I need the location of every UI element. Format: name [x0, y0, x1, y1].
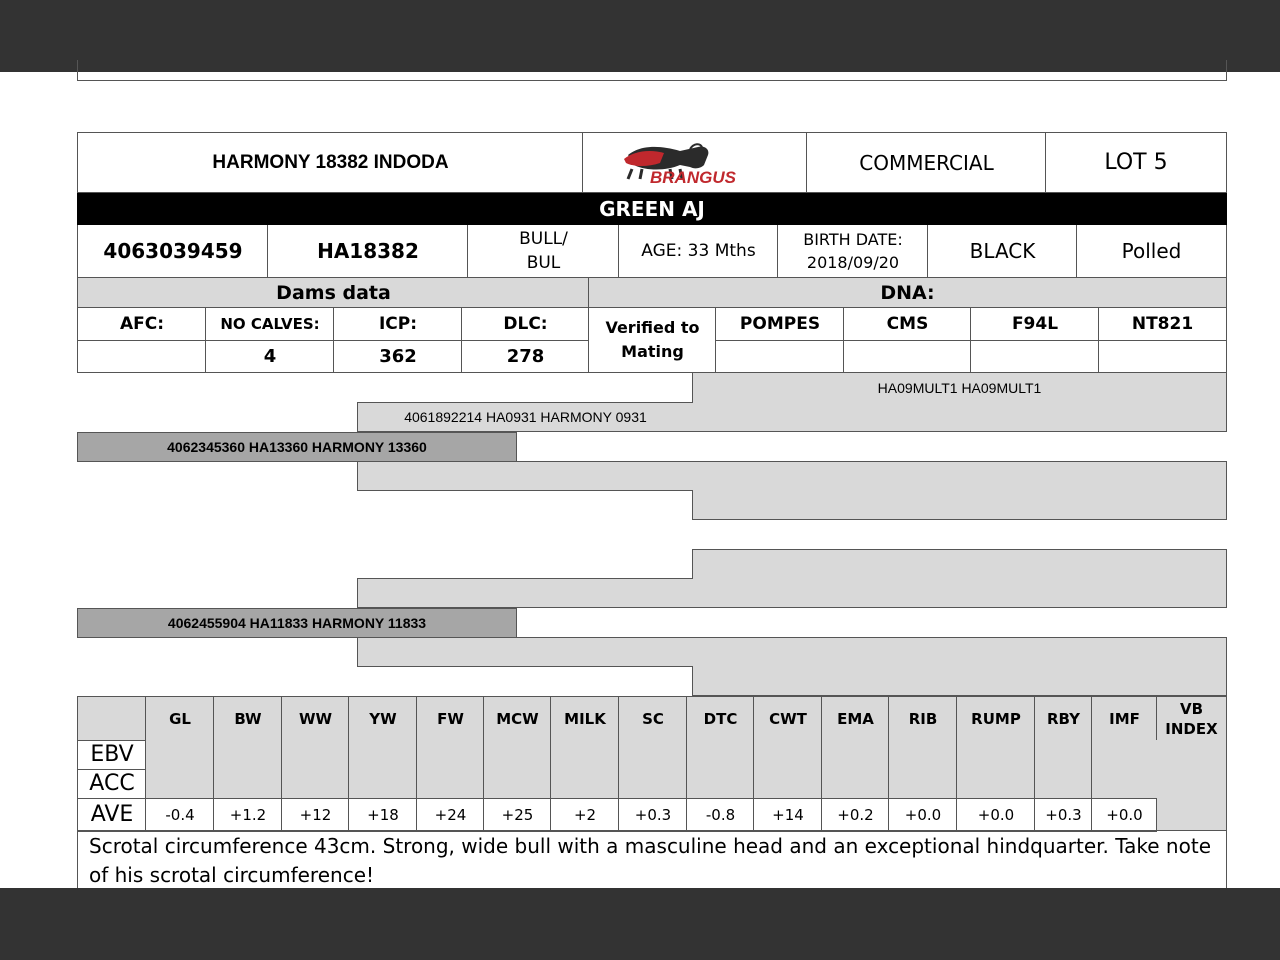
dams-value-afc [77, 340, 206, 373]
ebv-ave-cwt: +14 [753, 798, 822, 832]
ebv-header-dtc: DTC [686, 696, 754, 741]
ebv-ave-yw: +18 [348, 798, 417, 832]
animal-name: HARMONY 18382 INDODA [77, 132, 583, 193]
ebv-acc-gl [145, 769, 214, 799]
ebv-ave-gl: -0.4 [145, 798, 214, 832]
ebv-ebv-bw [213, 740, 282, 770]
pedigree-sire-sire-dam [692, 402, 1227, 432]
id-number: 4063039459 [77, 225, 268, 278]
ebv-header-imf: IMF [1091, 696, 1157, 741]
ebv-row-label-ebv: EBV [77, 740, 146, 770]
ebv-ave-rby: +0.3 [1034, 798, 1092, 832]
ebv-ave-dtc: -0.8 [686, 798, 754, 832]
ebv-ave-milk: +2 [550, 798, 619, 832]
ebv-header-ww: WW [281, 696, 349, 741]
ebv-row-label-acc: ACC [77, 769, 146, 799]
ebv-ave-rib: +0.0 [888, 798, 957, 832]
ebv-ebv-sc [618, 740, 687, 770]
ebv-vb-index-value [1156, 740, 1227, 831]
ebv-ave-rump: +0.0 [956, 798, 1035, 832]
ebv-ave-sc: +0.3 [618, 798, 687, 832]
dams-header-icp: ICP: [333, 308, 462, 341]
sex-line-2: BUL [526, 253, 561, 273]
ebv-acc-bw [213, 769, 282, 799]
pedigree-dam-dam-dam [692, 666, 1227, 696]
ebv-ebv-rby [1034, 740, 1092, 770]
dna-header-cms: CMS [843, 308, 971, 341]
ebv-ave-imf: +0.0 [1091, 798, 1157, 832]
birth-date [777, 225, 928, 278]
ebv-acc-mcw [483, 769, 551, 799]
pedigree-dam-sire-sire [692, 549, 1227, 579]
ebv-ebv-mcw [483, 740, 551, 770]
sex [467, 225, 619, 278]
dna-title: DNA: [588, 278, 1227, 308]
dna-value-cms [843, 340, 971, 373]
dna-verified-to-mating [588, 308, 716, 373]
verified-line-2: Mating [621, 342, 684, 361]
dams-value-no-calves: 4 [205, 340, 334, 373]
pedigree-dam-sire-dam [692, 578, 1227, 608]
ebv-header-cwt: CWT [753, 696, 822, 741]
ebv-header-mcw: MCW [483, 696, 551, 741]
dna-header-pompes: POMPES [715, 308, 844, 341]
herd-id: HA18382 [267, 225, 468, 278]
ebv-header-sc: SC [618, 696, 687, 741]
dams-header-afc: AFC: [77, 308, 206, 341]
ebv-header-vb-index [1156, 696, 1227, 741]
ebv-ave-mcw: +25 [483, 798, 551, 832]
pedigree-sire: 4062345360 HA13360 HARMONY 13360 [77, 432, 517, 462]
ebv-header-rby: RBY [1034, 696, 1092, 741]
pedigree-sire-dam-sire [692, 461, 1227, 491]
dams-value-dlc: 278 [461, 340, 589, 373]
ebv-ebv-rump [956, 740, 1035, 770]
brangus-logo [582, 132, 807, 193]
dna-value-nt821 [1098, 340, 1227, 373]
ebv-corner [77, 696, 146, 741]
ebv-acc-ema [821, 769, 889, 799]
pedigree-sire-dam-dam [692, 490, 1227, 520]
previous-record-edge [77, 60, 1227, 81]
ebv-acc-yw [348, 769, 417, 799]
dams-header-dlc: DLC: [461, 308, 589, 341]
ebv-header-fw: FW [416, 696, 484, 741]
ebv-ave-ema: +0.2 [821, 798, 889, 832]
ebv-table [77, 696, 1227, 831]
pedigree-dam-dam [357, 637, 693, 667]
ebv-acc-imf [1091, 769, 1157, 799]
ebv-row-label-ave: AVE [77, 798, 146, 832]
dams-data-title: Dams data [77, 278, 589, 308]
dams-header-no-calves: NO CALVES: [205, 308, 334, 341]
lot-number: LOT 5 [1045, 132, 1227, 193]
ebv-acc-cwt [753, 769, 822, 799]
ebv-ebv-ema [821, 740, 889, 770]
ebv-header-rump: RUMP [956, 696, 1035, 741]
ebv-ave-fw: +24 [416, 798, 484, 832]
ebv-acc-sc [618, 769, 687, 799]
dna-value-pompes [715, 340, 844, 373]
ebv-acc-rib [888, 769, 957, 799]
ebv-ebv-milk [550, 740, 619, 770]
ebv-acc-fw [416, 769, 484, 799]
logo-text: BRANGUS [650, 167, 736, 187]
ebv-ebv-gl [145, 740, 214, 770]
ebv-acc-dtc [686, 769, 754, 799]
verified-line-1: Verified to [605, 318, 700, 337]
bull-logo-icon [620, 139, 770, 187]
pedigree-sire-sire-sire: HA09MULT1 HA09MULT1 [692, 373, 1227, 403]
sex-line-1: BULL/ [519, 229, 568, 249]
ebv-ave-bw: +1.2 [213, 798, 282, 832]
owner-bar: GREEN AJ [77, 193, 1227, 225]
dna-header-f94l: F94L [970, 308, 1099, 341]
birth-date-label: BIRTH DATE: [803, 230, 903, 249]
ebv-header-bw: BW [213, 696, 282, 741]
horn-status: Polled [1076, 225, 1227, 278]
dna-header-nt821: NT821 [1098, 308, 1227, 341]
pedigree-sire-dam [357, 461, 693, 491]
ebv-header-gl: GL [145, 696, 214, 741]
ebv-ebv-fw [416, 740, 484, 770]
category: COMMERCIAL [806, 132, 1046, 193]
pedigree-sire-sire: 4061892214 HA0931 HARMONY 0931 [357, 402, 693, 432]
dna-value-f94l [970, 340, 1099, 373]
ebv-ebv-yw [348, 740, 417, 770]
bottom-frame-bar [0, 888, 1280, 960]
ebv-header-rib: RIB [888, 696, 957, 741]
comments: Scrotal circumference 43cm. Strong, wide bull with a masculine head and an exceptional hindquarter. Take note of his scrotal circumference! [77, 830, 1227, 888]
ebv-ebv-cwt [753, 740, 822, 770]
ebv-header-yw: YW [348, 696, 417, 741]
pedigree-dam-dam-sire [692, 637, 1227, 667]
ebv-header-milk: MILK [550, 696, 619, 741]
ebv-ebv-rib [888, 740, 957, 770]
ebv-ebv-dtc [686, 740, 754, 770]
pedigree-dam: 4062455904 HA11833 HARMONY 11833 [77, 608, 517, 638]
vb-line-2: INDEX [1165, 720, 1218, 738]
ebv-ebv-imf [1091, 740, 1157, 770]
ebv-acc-rby [1034, 769, 1092, 799]
ebv-ave-ww: +12 [281, 798, 349, 832]
ebv-ebv-ww [281, 740, 349, 770]
dams-value-icp: 362 [333, 340, 462, 373]
birth-date-value: 2018/09/20 [806, 253, 900, 272]
ebv-header-ema: EMA [821, 696, 889, 741]
pedigree-dam-sire [357, 578, 693, 608]
ebv-acc-milk [550, 769, 619, 799]
vb-line-1: VB [1179, 700, 1204, 718]
ebv-acc-rump [956, 769, 1035, 799]
age: AGE: 33 Mths [618, 225, 778, 278]
colour: BLACK [927, 225, 1077, 278]
ebv-acc-ww [281, 769, 349, 799]
